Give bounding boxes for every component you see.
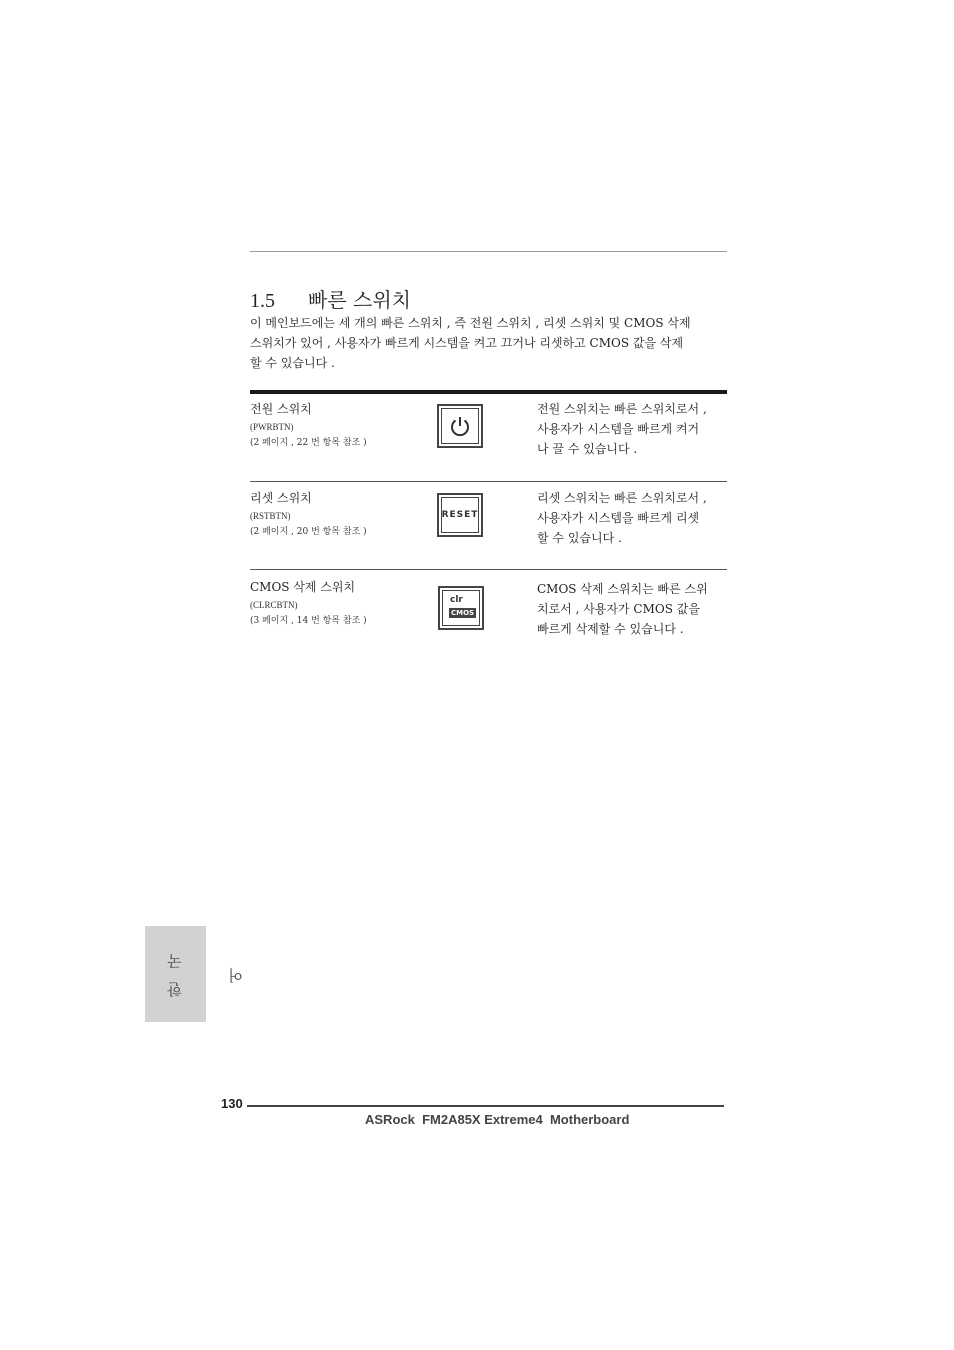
footer-title: ASRock FM2A85X Extreme4 Motherboard xyxy=(365,1112,630,1127)
clr-label: clr xyxy=(450,595,463,605)
switch-reference: (3 페이지 , 14 번 항목 참조 ) xyxy=(250,616,367,626)
section-heading xyxy=(250,284,411,313)
intro-line: 할 수 있습니다 . xyxy=(250,356,335,370)
desc-line: 리셋 스위치는 빠른 스위치로서 , xyxy=(537,491,707,505)
switch-name: 리셋 스위치 xyxy=(250,491,312,505)
switch-code: (RSTBTN) xyxy=(250,511,291,521)
footer-rule xyxy=(247,1105,724,1107)
desc-line: 할 수 있습니다 . xyxy=(537,531,622,545)
language-tab xyxy=(145,926,245,1022)
switch-reference: (2 페이지 , 20 번 항목 참조 ) xyxy=(250,527,367,537)
top-divider xyxy=(250,251,727,252)
switch-reference: (2 페이지 , 22 번 항목 참조 ) xyxy=(250,438,367,448)
cmos-label: CMOS xyxy=(451,609,475,617)
page-number: 130 xyxy=(221,1096,243,1111)
switch-code: (PWRBTN) xyxy=(250,422,294,432)
desc-line: 나 끌 수 있습니다 . xyxy=(537,442,638,456)
switch-description xyxy=(537,579,727,639)
power-symbol xyxy=(448,414,472,438)
row-divider xyxy=(250,481,727,482)
row-divider xyxy=(250,569,727,570)
intro-line: 이 메인보드에는 세 개의 빠른 스위치 , 즉 전원 스위치 , 리셋 스위치 및 CMOS 삭제 xyxy=(250,316,691,330)
section-intro xyxy=(250,313,727,373)
switch-code: (CLRCBTN) xyxy=(250,600,298,610)
reset-label: RESET xyxy=(441,510,479,520)
desc-line: 사용자가 시스템을 빠르게 켜거 xyxy=(537,422,700,436)
section-number: 1.5 xyxy=(250,290,275,312)
section-title: 빠른 스위치 xyxy=(308,288,411,312)
desc-line: 전원 스위치는 빠른 스위치로서 , xyxy=(537,402,707,416)
desc-line: 빠르게 삭제할 수 있습니다 . xyxy=(537,622,684,636)
table-top-rule xyxy=(250,390,727,394)
language-label: 한 국 어 xyxy=(166,950,245,998)
desc-line: 치로서 , 사용자가 CMOS 값을 xyxy=(537,602,700,616)
reset-icon xyxy=(437,493,483,537)
switch-name: CMOS 삭제 스위치 xyxy=(250,580,356,594)
switch-description xyxy=(537,488,727,548)
intro-line: 스위치가 있어 , 사용자가 빠르게 시스템을 켜고 끄거나 리셋하고 CMOS 값을 삭제 xyxy=(250,336,684,350)
desc-line: CMOS 삭제 스위치는 빠른 스위 xyxy=(537,582,708,596)
switch-name: 전원 스위치 xyxy=(250,402,312,416)
clr-cmos-icon xyxy=(438,586,484,630)
switch-description xyxy=(537,399,727,459)
desc-line: 사용자가 시스템을 빠르게 리셋 xyxy=(537,511,700,525)
power-icon xyxy=(437,404,483,448)
